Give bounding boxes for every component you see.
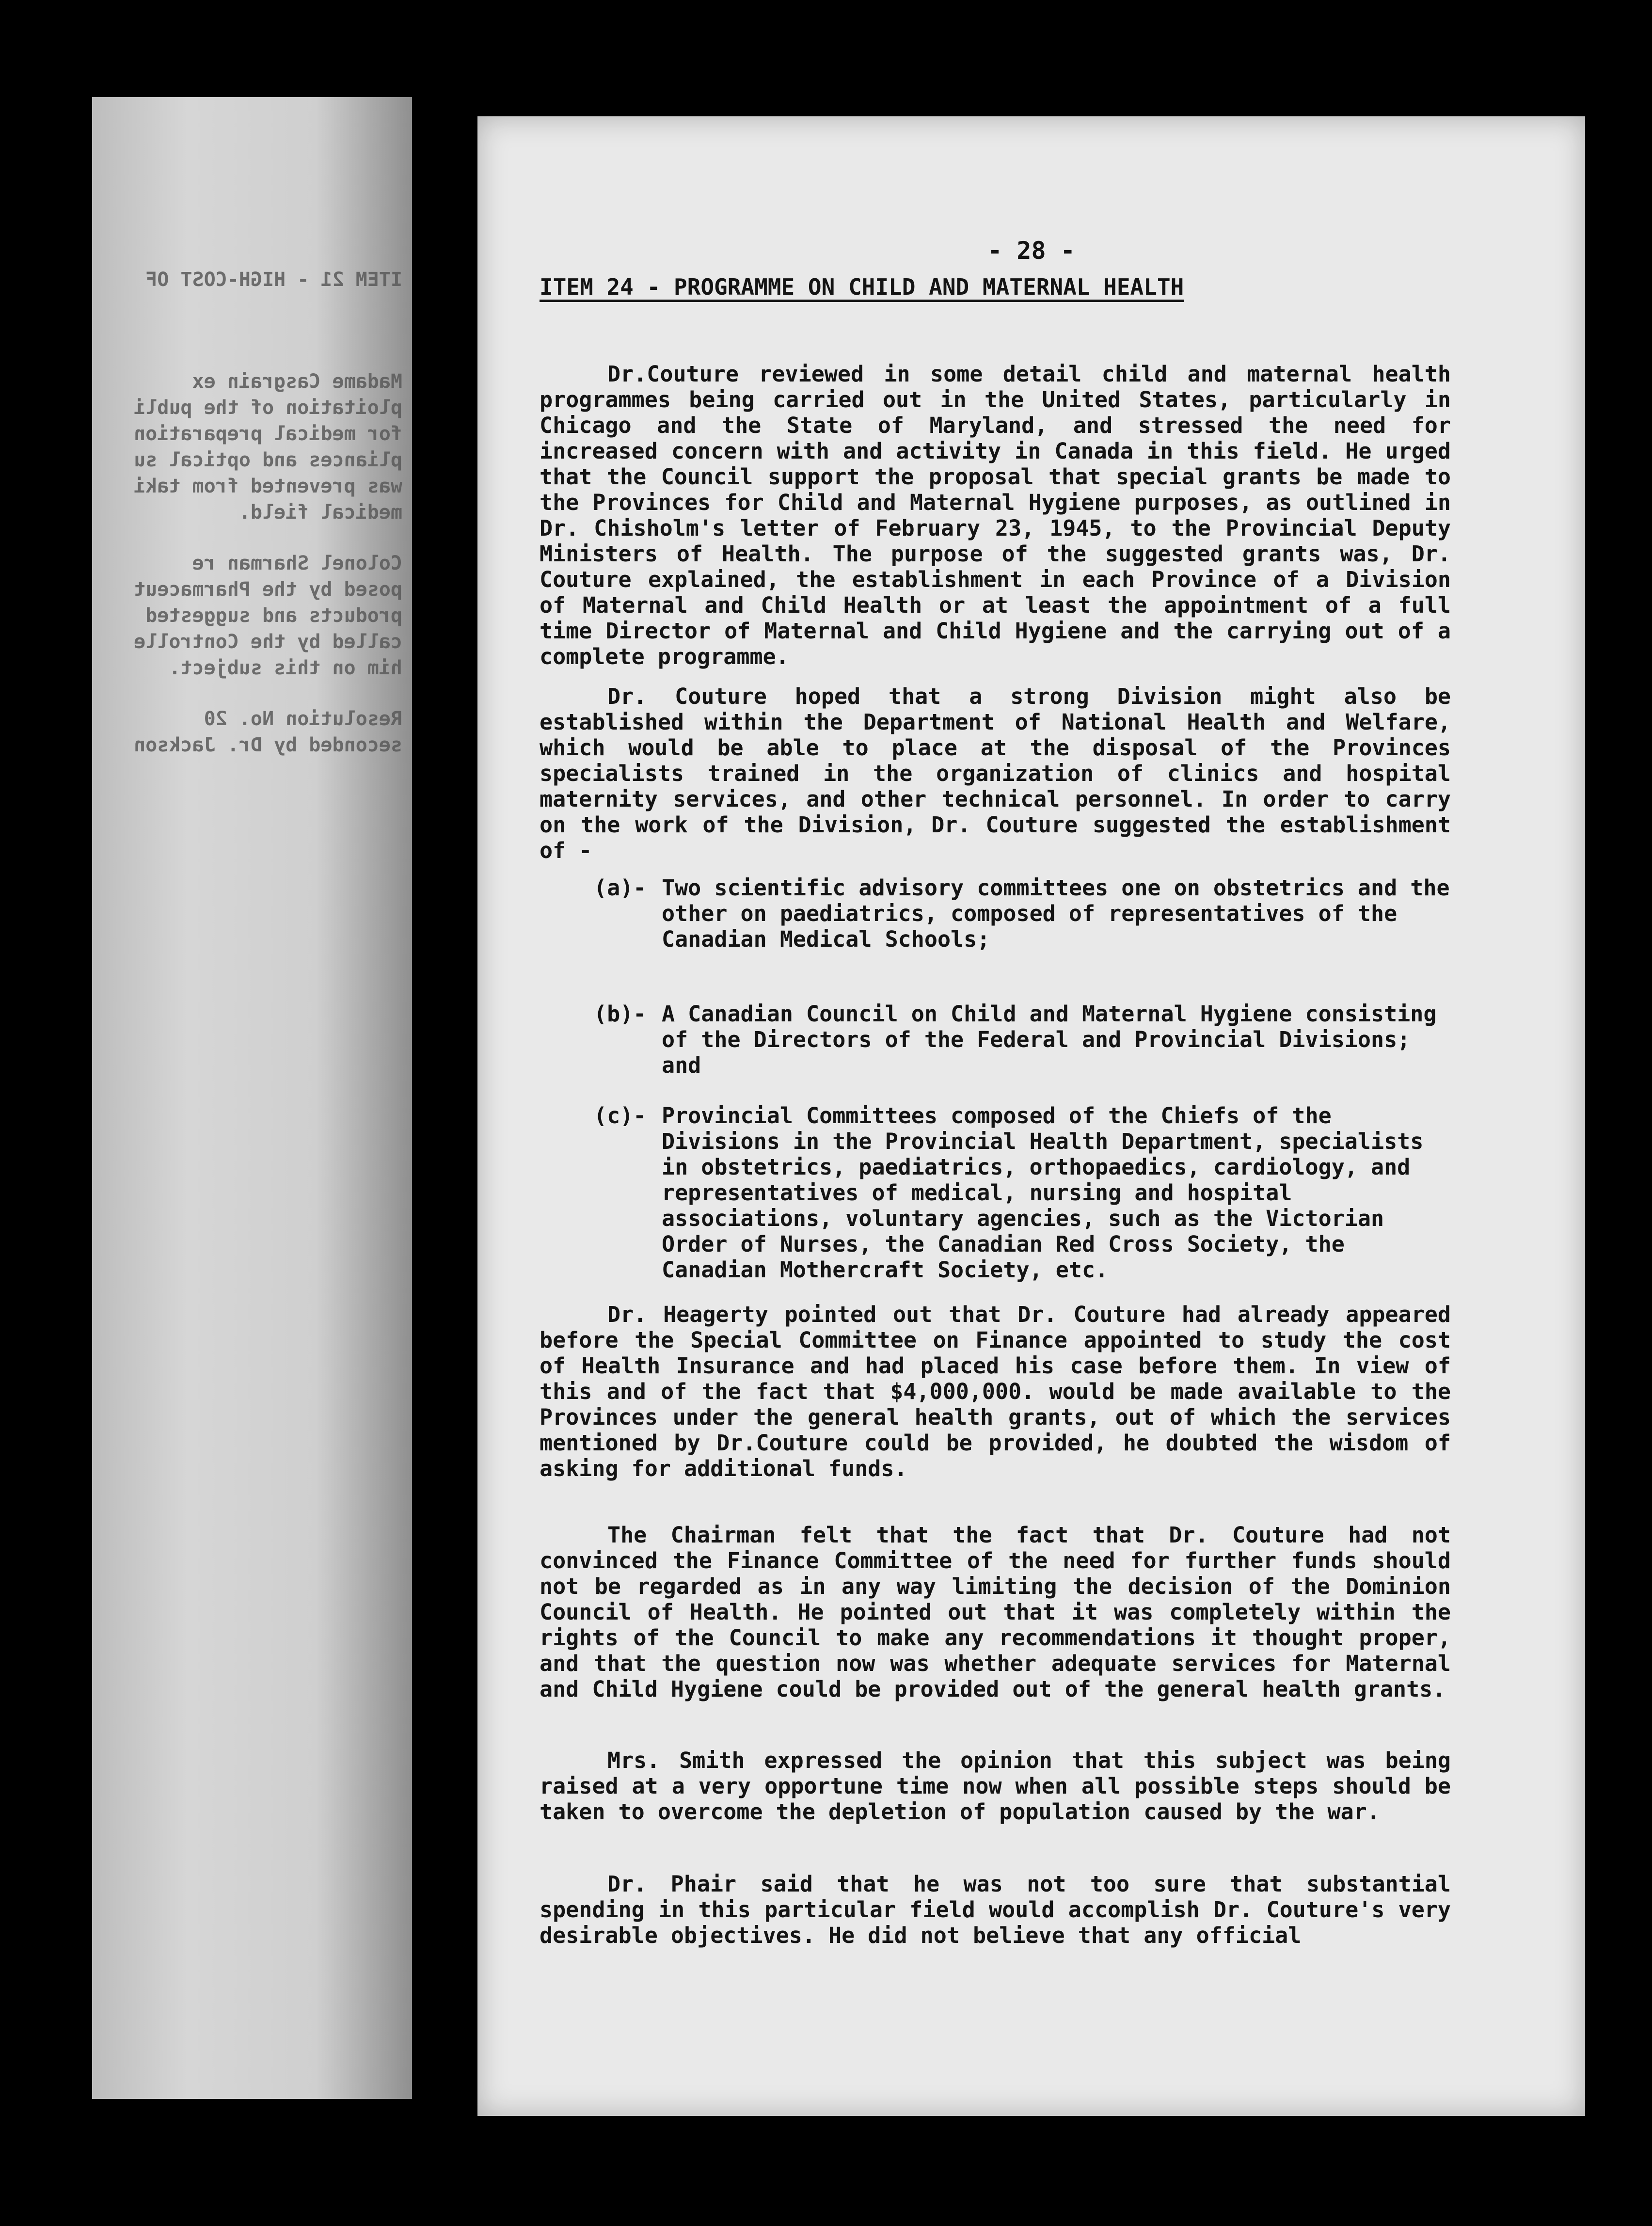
bleed-line: products and suggested bbox=[145, 604, 402, 627]
item-heading: ITEM 24 - PROGRAMME ON CHILD AND MATERNAL HEALTH bbox=[540, 274, 1184, 300]
list-item-c bbox=[594, 1103, 1457, 1283]
list-item-b bbox=[594, 1001, 1457, 1078]
paragraph-couture-review: Dr.Couture reviewed in some detail child and maternal health programmes being carried out in the United States, particularly in Chicago and the State of Maryland, and stressed the need for increased concern with and activity in Canada in this field. He urged that the Council support the proposal that special grants be made to the Provinces for Child and Maternal Hygiene purposes, as outlined in Dr. Chisholm's letter of February 23, 1945, to the Provincial Deputy Ministers of Health. The purpose of the suggested grants was, Dr. Couture explained, the establishment in each Province of a Division of Maternal and Child Health or at least the appointment of a full time Director of Maternal and Child Hygiene and the carrying out of a complete programme. bbox=[540, 361, 1451, 669]
paragraph-chairman: The Chairman felt that the fact that Dr. Couture had not convinced the Finance Committee of the need for further funds should not be regarded as in any way limiting the decision of the Dominion Council of Health. He pointed out that it was completely within the rights of the Council to make any recommendations it thought proper, and that the question now was whether adequate services for Maternal and Child Hygiene could be provided out of the general health grants. bbox=[540, 1522, 1451, 1702]
bleed-line: seconded by Dr. Jackson bbox=[134, 734, 402, 756]
paragraph-phair: Dr. Phair said that he was not too sure that substantial spending in this particular field would accomplish Dr. Couture's very desirable objectives. He did not believe that any official bbox=[540, 1871, 1451, 1948]
bleed-line: called by the Controlle bbox=[134, 631, 402, 653]
bleed-line: pliances and optical su bbox=[134, 449, 402, 471]
list-item-label: (c)- bbox=[594, 1103, 647, 1129]
list-item-text: A Canadian Council on Child and Maternal Hygiene consisting of the Directors of the Federal and Provincial Divisions; and bbox=[662, 1001, 1437, 1078]
paragraph-smith: Mrs. Smith expressed the opinion that this subject was being raised at a very opportune time now when all possible steps should be taken to overcome the depletion of population caused by the war. bbox=[540, 1748, 1451, 1825]
list-item-label: (a)- bbox=[594, 875, 647, 901]
bleed-line: ploitation of the publi bbox=[134, 397, 402, 419]
document-page bbox=[477, 116, 1585, 2116]
bleed-line: for medical preparation bbox=[134, 423, 402, 445]
list-item-label: (b)- bbox=[594, 1001, 647, 1027]
bleed-line: Resolution No. 20 bbox=[204, 708, 402, 730]
list-item-a bbox=[594, 875, 1457, 952]
paragraph-heagerty: Dr. Heagerty pointed out that Dr. Couture had already appeared before the Special Committee on Finance appointed to study the cost of Health Insurance and had placed his case before them. In view of this and of the fact that $4,000,000. would be made available to the Provinces under the general health grants, out of which the services mentioned by Dr.Couture could be provided, he doubted the wisdom of asking for additional funds. bbox=[540, 1302, 1451, 1481]
bleed-line: Colonel Sharman re bbox=[192, 552, 402, 574]
list-item-text: Two scientific advisory committees one on obstetrics and the other on paediatrics, composed of representatives of the Canadian Medical Schools; bbox=[662, 875, 1450, 952]
bleed-line: him on this subject. bbox=[169, 657, 402, 679]
bleed-line: posed by the Pharmaceut bbox=[134, 578, 402, 601]
bleed-line: medical field. bbox=[238, 501, 402, 524]
list-item-text: Provincial Committees composed of the Chiefs of the Divisions in the Provincial Health Department, specialists in obstetrics, paediatrics, orthopaedics, cardiology, and representatives of medical, nursing and hospital associations, voluntary agencies, such as the Victorian Order of Nurses, the Canadian Red Cross Society, the Canadian Mothercraft Society, etc. bbox=[662, 1103, 1424, 1283]
page-content bbox=[477, 116, 1585, 2116]
paragraph-couture-division: Dr. Couture hoped that a strong Division might also be established within the Department of National Health and Welfare, which would be able to place at the disposal of the Provinces specialists trained in the organization of clinics and hospital maternity services, and other technical personnel. In order to carry on the work of the Division, Dr. Couture suggested the establishment of - bbox=[540, 684, 1451, 863]
bleed-line: was prevented from taki bbox=[134, 475, 402, 497]
page-number: - 28 - bbox=[987, 237, 1075, 265]
bleed-line: Madame Casgrain ex bbox=[192, 370, 402, 393]
left-adjacent-page bbox=[92, 97, 412, 2099]
bleed-line: ITEM 21 - HIGH-COST OF bbox=[145, 269, 402, 291]
